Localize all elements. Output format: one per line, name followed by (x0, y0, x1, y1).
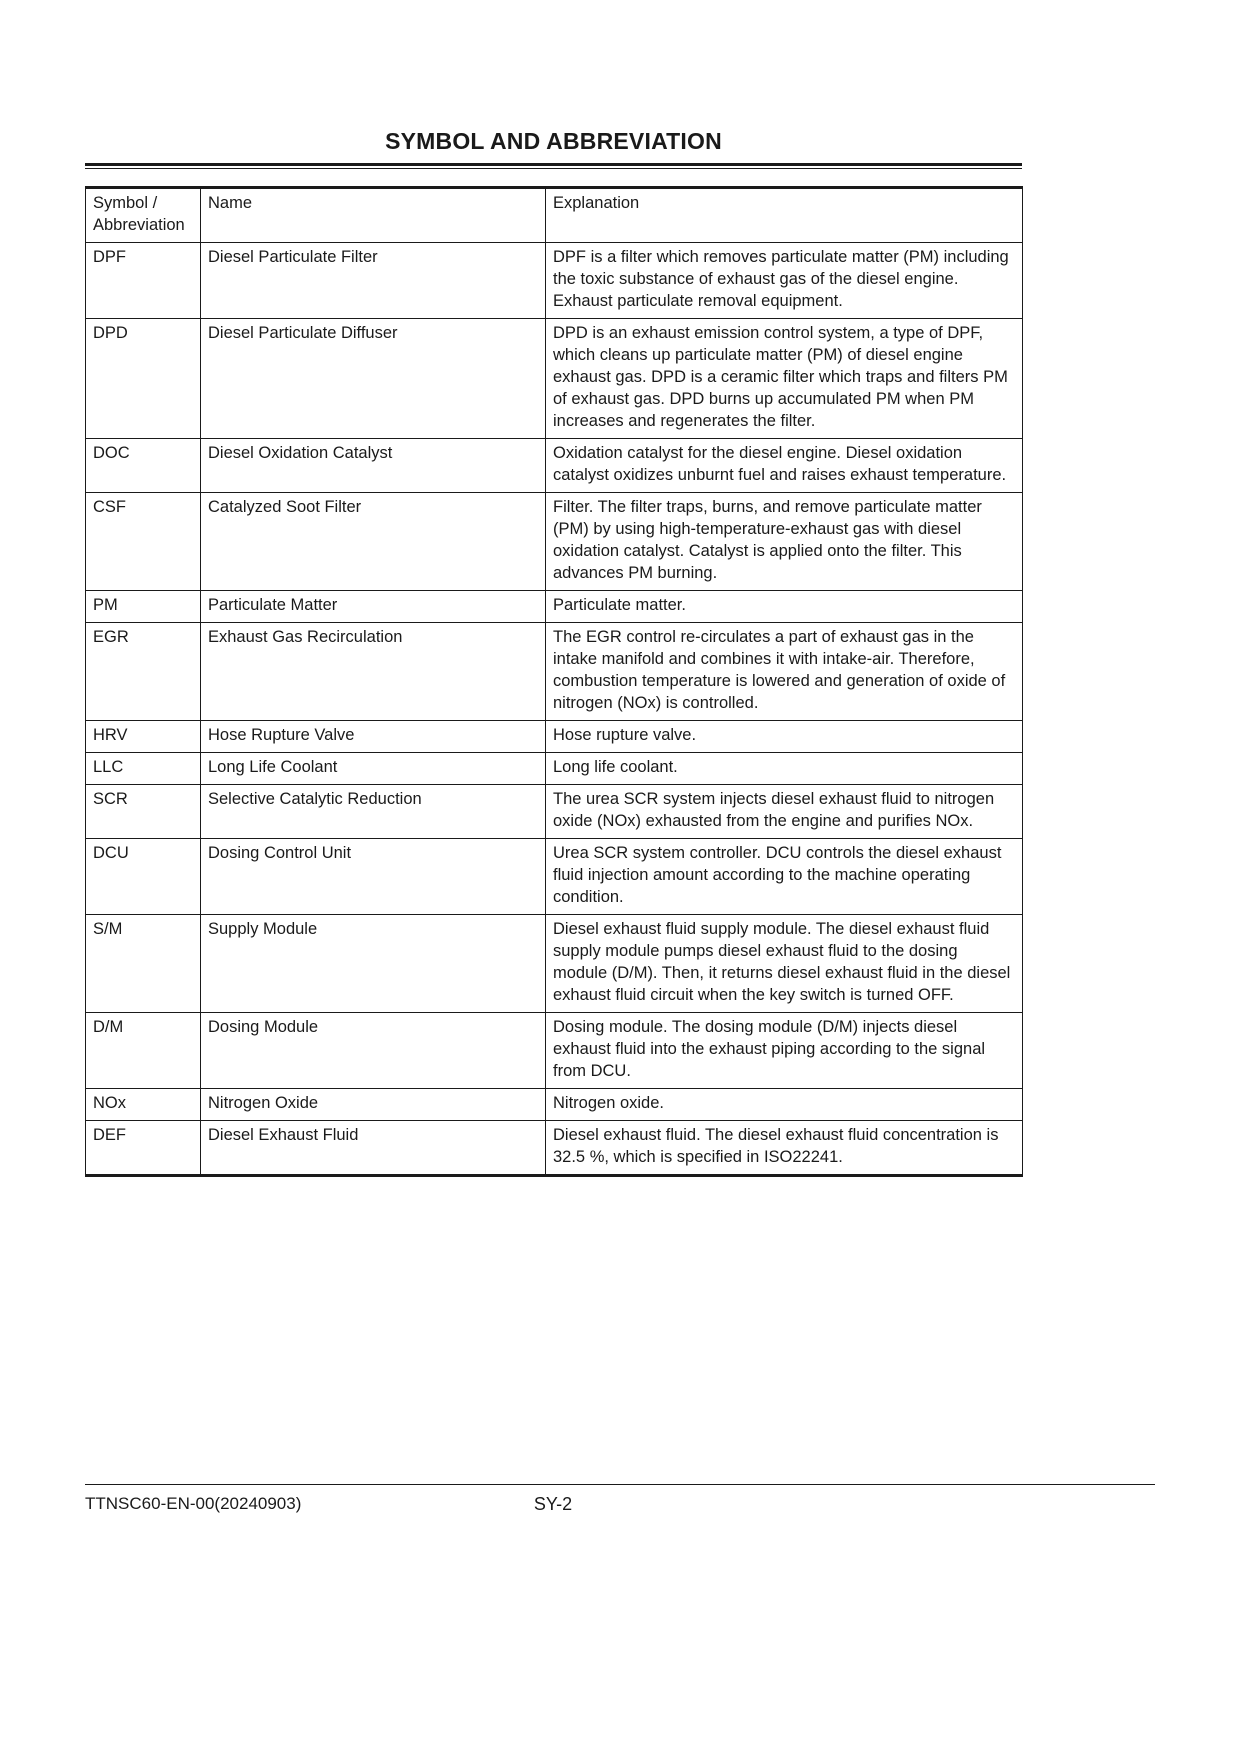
name-cell: Dosing Control Unit (201, 839, 546, 915)
table-row (86, 1013, 1023, 1089)
symbol-cell: SCR (86, 785, 201, 839)
table-row (86, 439, 1023, 493)
symbol-cell: DOC (86, 439, 201, 493)
explanation-cell: The EGR control re-circulates a part of exhaust gas in the intake manifold and combines it with intake-air. Therefore, combustion temperature is lowered and generation of oxide of nitrogen (NOx) is controlled. (546, 623, 1023, 721)
table-row (86, 1089, 1023, 1121)
table-row (86, 1121, 1023, 1176)
explanation-cell: Dosing module. The dosing module (D/M) injects diesel exhaust fluid into the exhaust piping according to the signal from DCU. (546, 1013, 1023, 1089)
explanation-cell: Long life coolant. (546, 753, 1023, 785)
table-header-row (86, 188, 1023, 243)
page-title: SYMBOL AND ABBREVIATION (385, 128, 722, 154)
table-row (86, 623, 1023, 721)
name-cell: Diesel Oxidation Catalyst (201, 439, 546, 493)
page-footer (85, 1484, 1155, 1514)
table-row (86, 493, 1023, 591)
table-body (86, 243, 1023, 1176)
symbol-cell: DPD (86, 319, 201, 439)
name-cell: Hose Rupture Valve (201, 721, 546, 753)
explanation-cell: Nitrogen oxide. (546, 1089, 1023, 1121)
explanation-cell: Oxidation catalyst for the diesel engine. Diesel oxidation catalyst oxidizes unburnt fuel and raises exhaust temperature. (546, 439, 1023, 493)
column-header-name: Name (201, 188, 546, 243)
symbol-cell: CSF (86, 493, 201, 591)
symbol-cell: DEF (86, 1121, 201, 1176)
explanation-cell: DPF is a filter which removes particulate matter (PM) including the toxic substance of exhaust gas of the diesel engine. Exhaust particulate removal equipment. (546, 243, 1023, 319)
table-row (86, 591, 1023, 623)
name-cell: Catalyzed Soot Filter (201, 493, 546, 591)
column-header-symbol-abbreviation: Symbol / Abbreviation (86, 188, 201, 243)
explanation-cell: Diesel exhaust fluid supply module. The diesel exhaust fluid supply module pumps diesel exhaust fluid to the dosing module (D/M). Then, it returns diesel exhaust fluid in the diesel exhaust fluid circuit when the key switch is turned OFF. (546, 915, 1023, 1013)
column-header-explanation: Explanation (546, 188, 1023, 243)
symbol-cell: NOx (86, 1089, 201, 1121)
name-cell: Particulate Matter (201, 591, 546, 623)
table-row (86, 839, 1023, 915)
document-number: TTNSC60-EN-00(20240903) (85, 1494, 302, 1513)
name-cell: Supply Module (201, 915, 546, 1013)
table-row (86, 753, 1023, 785)
page-number: SY-2 (533, 1494, 573, 1514)
table-row (86, 319, 1023, 439)
symbol-cell: LLC (86, 753, 201, 785)
table-row (86, 243, 1023, 319)
explanation-cell: DPD is an exhaust emission control system, a type of DPF, which cleans up particulate matter (PM) of diesel engine exhaust gas. DPD is a ceramic filter which traps and filters PM of exhaust gas. DPD burns up accumulated PM when PM increases and regenerates the filter. (546, 319, 1023, 439)
name-cell: Diesel Particulate Diffuser (201, 319, 546, 439)
symbol-cell: S/M (86, 915, 201, 1013)
symbol-cell: PM (86, 591, 201, 623)
symbol-cell: HRV (86, 721, 201, 753)
explanation-cell: Hose rupture valve. (546, 721, 1023, 753)
name-cell: Nitrogen Oxide (201, 1089, 546, 1121)
explanation-cell: Diesel exhaust fluid. The diesel exhaust fluid concentration is 32.5 %, which is specified in ISO22241. (546, 1121, 1023, 1176)
name-cell: Long Life Coolant (201, 753, 546, 785)
symbol-cell: DCU (86, 839, 201, 915)
name-cell: Dosing Module (201, 1013, 546, 1089)
symbol-cell: EGR (86, 623, 201, 721)
name-cell: Diesel Exhaust Fluid (201, 1121, 546, 1176)
explanation-cell: Urea SCR system controller. DCU controls the diesel exhaust fluid injection amount according to the machine operating condition. (546, 839, 1023, 915)
symbol-cell: D/M (86, 1013, 201, 1089)
explanation-cell: The urea SCR system injects diesel exhaust fluid to nitrogen oxide (NOx) exhausted from the engine and purifies NOx. (546, 785, 1023, 839)
explanation-cell: Filter. The filter traps, burns, and remove particulate matter (PM) by using high-temperature-exhaust gas with diesel oxidation catalyst. Catalyst is applied onto the filter. This advances PM burning. (546, 493, 1023, 591)
explanation-cell: Particulate matter. (546, 591, 1023, 623)
name-cell: Exhaust Gas Recirculation (201, 623, 546, 721)
name-cell: Selective Catalytic Reduction (201, 785, 546, 839)
name-cell: Diesel Particulate Filter (201, 243, 546, 319)
table-row (86, 721, 1023, 753)
symbol-cell: DPF (86, 243, 201, 319)
table-row (86, 915, 1023, 1013)
abbreviation-table (85, 186, 1023, 1177)
title-divider-rule (85, 163, 1022, 169)
table-row (86, 785, 1023, 839)
